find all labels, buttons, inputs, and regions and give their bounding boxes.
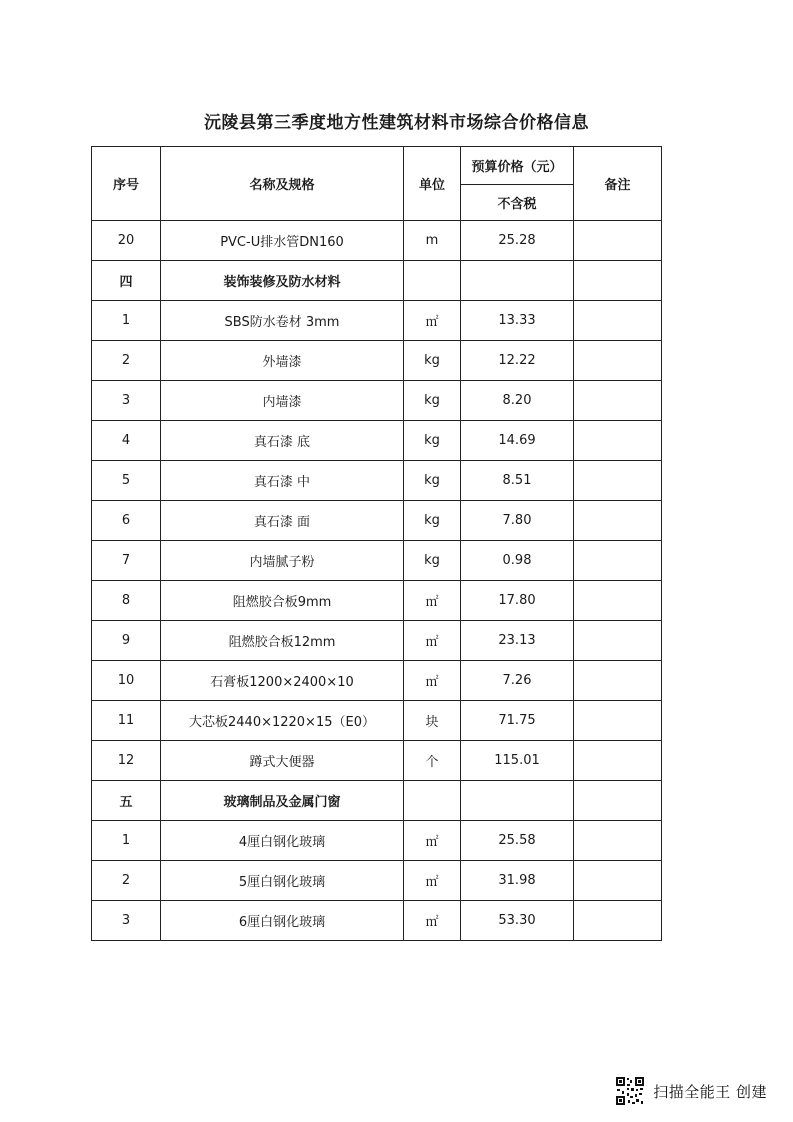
cell-no: 四 <box>92 261 161 301</box>
cell-name: 真石漆 面 <box>161 501 404 541</box>
cell-name: 阻燃胶合板12mm <box>161 621 404 661</box>
cell-name: 5厘白钢化玻璃 <box>161 861 404 901</box>
cell-remark <box>574 661 662 701</box>
table-header-row <box>92 147 662 185</box>
cell-name: 外墙漆 <box>161 341 404 381</box>
table-row <box>92 901 662 941</box>
cell-remark <box>574 621 662 661</box>
cell-name: 玻璃制品及金属门窗 <box>161 781 404 821</box>
cell-no: 1 <box>92 301 161 341</box>
cell-remark <box>574 301 662 341</box>
cell-remark <box>574 821 662 861</box>
header-no: 序号 <box>92 147 161 221</box>
cell-remark <box>574 781 662 821</box>
table-row <box>92 461 662 501</box>
table-row <box>92 821 662 861</box>
qr-code-icon <box>615 1076 645 1106</box>
cell-price <box>461 781 574 821</box>
cell-remark <box>574 741 662 781</box>
cell-unit: ㎡ <box>404 861 461 901</box>
header-price-sub: 不含税 <box>461 185 574 221</box>
cell-name: 大芯板2440×1220×15（E0） <box>161 701 404 741</box>
cell-no: 7 <box>92 541 161 581</box>
cell-unit: ㎡ <box>404 301 461 341</box>
cell-name: 内墙腻子粉 <box>161 541 404 581</box>
cell-remark <box>574 261 662 301</box>
cell-no: 9 <box>92 621 161 661</box>
cell-unit: 块 <box>404 701 461 741</box>
cell-price: 7.80 <box>461 501 574 541</box>
price-table <box>91 146 662 941</box>
cell-unit: kg <box>404 541 461 581</box>
cell-no: 12 <box>92 741 161 781</box>
cell-remark <box>574 221 662 261</box>
cell-unit: 个 <box>404 741 461 781</box>
table-row <box>92 621 662 661</box>
cell-unit: ㎡ <box>404 581 461 621</box>
cell-no: 2 <box>92 341 161 381</box>
cell-unit: kg <box>404 341 461 381</box>
header-unit: 单位 <box>404 147 461 221</box>
cell-no: 6 <box>92 501 161 541</box>
table-row <box>92 861 662 901</box>
cell-unit: ㎡ <box>404 821 461 861</box>
cell-unit: kg <box>404 501 461 541</box>
cell-no: 5 <box>92 461 161 501</box>
cell-price <box>461 261 574 301</box>
cell-no: 20 <box>92 221 161 261</box>
table-row <box>92 661 662 701</box>
cell-no: 3 <box>92 381 161 421</box>
table-row <box>92 381 662 421</box>
header-name: 名称及规格 <box>161 147 404 221</box>
cell-name: 内墙漆 <box>161 381 404 421</box>
cell-name: 4厘白钢化玻璃 <box>161 821 404 861</box>
cell-remark <box>574 381 662 421</box>
cell-unit: kg <box>404 461 461 501</box>
cell-price: 7.26 <box>461 661 574 701</box>
cell-price: 23.13 <box>461 621 574 661</box>
cell-remark <box>574 581 662 621</box>
cell-remark <box>574 501 662 541</box>
cell-remark <box>574 461 662 501</box>
cell-remark <box>574 861 662 901</box>
cell-unit: ㎡ <box>404 621 461 661</box>
cell-no: 8 <box>92 581 161 621</box>
cell-name: SBS防水卷材 3mm <box>161 301 404 341</box>
cell-name: 真石漆 底 <box>161 421 404 461</box>
cell-price: 115.01 <box>461 741 574 781</box>
table-row <box>92 581 662 621</box>
cell-price: 53.30 <box>461 901 574 941</box>
table-row <box>92 301 662 341</box>
cell-unit: ㎡ <box>404 661 461 701</box>
cell-price: 25.58 <box>461 821 574 861</box>
cell-name: 阻燃胶合板9mm <box>161 581 404 621</box>
cell-name: 蹲式大便器 <box>161 741 404 781</box>
cell-price: 14.69 <box>461 421 574 461</box>
cell-remark <box>574 341 662 381</box>
section-row <box>92 261 662 301</box>
cell-name: 真石漆 中 <box>161 461 404 501</box>
cell-price: 17.80 <box>461 581 574 621</box>
cell-price: 8.51 <box>461 461 574 501</box>
footer-text: 扫描全能王 创建 <box>653 1082 767 1101</box>
cell-name: PVC-U排水管DN160 <box>161 221 404 261</box>
table-row <box>92 421 662 461</box>
cell-price: 13.33 <box>461 301 574 341</box>
cell-remark <box>574 901 662 941</box>
cell-remark <box>574 421 662 461</box>
cell-price: 0.98 <box>461 541 574 581</box>
cell-no: 2 <box>92 861 161 901</box>
cell-price: 8.20 <box>461 381 574 421</box>
header-remark: 备注 <box>574 147 662 221</box>
cell-remark <box>574 701 662 741</box>
cell-remark <box>574 541 662 581</box>
cell-unit: ㎡ <box>404 901 461 941</box>
cell-price: 71.75 <box>461 701 574 741</box>
table-body <box>92 221 662 941</box>
cell-no: 4 <box>92 421 161 461</box>
cell-name: 装饰装修及防水材料 <box>161 261 404 301</box>
cell-price: 31.98 <box>461 861 574 901</box>
footer-watermark <box>615 1074 767 1108</box>
cell-unit: kg <box>404 381 461 421</box>
cell-price: 12.22 <box>461 341 574 381</box>
cell-no: 10 <box>92 661 161 701</box>
cell-unit: kg <box>404 421 461 461</box>
cell-price: 25.28 <box>461 221 574 261</box>
header-price: 预算价格（元） <box>461 147 574 185</box>
cell-unit <box>404 261 461 301</box>
cell-name: 6厘白钢化玻璃 <box>161 901 404 941</box>
page-title: 沅陵县第三季度地方性建筑材料市场综合价格信息 <box>204 113 589 133</box>
cell-unit: m <box>404 221 461 261</box>
table-row <box>92 701 662 741</box>
table-row <box>92 221 662 261</box>
cell-name: 石膏板1200×2400×10 <box>161 661 404 701</box>
cell-no: 11 <box>92 701 161 741</box>
section-row <box>92 781 662 821</box>
table-row <box>92 541 662 581</box>
table-row <box>92 341 662 381</box>
cell-unit <box>404 781 461 821</box>
cell-no: 五 <box>92 781 161 821</box>
table-row <box>92 741 662 781</box>
cell-no: 1 <box>92 821 161 861</box>
cell-no: 3 <box>92 901 161 941</box>
table-row <box>92 501 662 541</box>
